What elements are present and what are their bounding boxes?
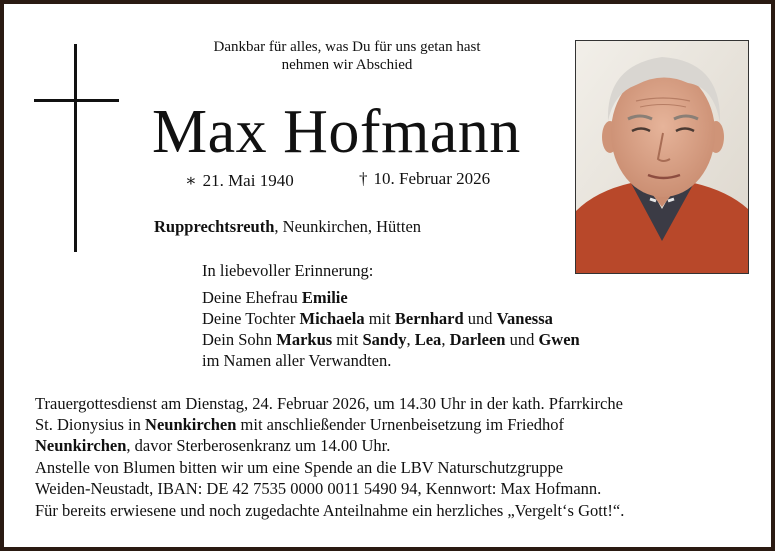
text: mit bbox=[364, 309, 395, 328]
text: und bbox=[505, 330, 539, 349]
mourners-list bbox=[202, 260, 580, 371]
death-date-text: 10. Februar 2026 bbox=[373, 169, 491, 188]
name-gwen: Gwen bbox=[538, 330, 580, 349]
place-neunkirchen: Neunkirchen bbox=[35, 436, 127, 455]
name-markus: Markus bbox=[276, 330, 333, 349]
portrait-photo bbox=[575, 40, 749, 274]
cross-icon-vertical bbox=[74, 44, 77, 252]
service-line-2 bbox=[35, 414, 624, 435]
service-line-1: Trauergottesdienst am Dienstag, 24. Februar 2026, um 14.30 Uhr in der kath. Pfarrkirche bbox=[35, 394, 623, 413]
text: und bbox=[463, 309, 497, 328]
name-michaela: Michaela bbox=[299, 309, 365, 328]
death-dagger-icon: † bbox=[359, 169, 368, 188]
mourner-line-son bbox=[202, 329, 580, 350]
text: Dein Sohn bbox=[202, 330, 277, 349]
place-neunkirchen: Neunkirchen bbox=[145, 415, 237, 434]
text: Deine Tochter bbox=[202, 309, 300, 328]
name-emilie: Emilie bbox=[301, 288, 348, 307]
mourners-closing: im Namen aller Verwandten. bbox=[202, 351, 392, 370]
motto bbox=[174, 38, 520, 74]
name-bernhard: Bernhard bbox=[394, 309, 464, 328]
birth-star-icon: ∗ bbox=[185, 171, 197, 190]
place-of-residence bbox=[154, 217, 421, 237]
cross-icon-horizontal bbox=[34, 99, 119, 102]
text: mit bbox=[332, 330, 363, 349]
donation-line-1: Anstelle von Blumen bitten wir um eine Spende an die LBV Naturschutzgruppe bbox=[35, 458, 564, 477]
name-vanessa: Vanessa bbox=[496, 309, 553, 328]
text: Deine Ehefrau bbox=[202, 288, 302, 307]
birth-date bbox=[185, 171, 294, 191]
donation-line-2: Weiden-Neustadt, IBAN: DE 42 7535 0000 0011 5490 94, Kennwort: Max Hofmann. bbox=[35, 479, 602, 498]
text: , bbox=[441, 330, 450, 349]
text: , davor Sterberosenkranz um 14.00 Uhr. bbox=[126, 436, 391, 455]
motto-line-1: Dankbar für alles, was Du für uns getan hast bbox=[213, 39, 481, 55]
birth-date-text: 21. Mai 1940 bbox=[202, 171, 294, 190]
portrait-photo-illustration bbox=[576, 41, 748, 273]
thanks-line: Für bereits erwiesene und noch zugedachte Anteilnahme ein herzliches „Vergelt‘s Gott!“. bbox=[35, 501, 625, 520]
death-date bbox=[359, 169, 490, 189]
name-darleen: Darleen bbox=[449, 330, 506, 349]
mourner-line-daughter bbox=[202, 308, 580, 329]
text: , bbox=[406, 330, 415, 349]
text: St. Dionysius in bbox=[35, 415, 146, 434]
deceased-name: Max Hofmann bbox=[152, 98, 521, 166]
name-sandy: Sandy bbox=[362, 330, 407, 349]
mourner-line-wife bbox=[202, 287, 580, 308]
motto-line-2: nehmen wir Abschied bbox=[281, 57, 413, 73]
service-line-3 bbox=[35, 435, 624, 456]
place-rest: , Neunkirchen, Hütten bbox=[274, 217, 422, 236]
mourners-intro: In liebevoller Erinnerung: bbox=[202, 261, 374, 280]
text: mit anschließender Urnenbeisetzung im Friedhof bbox=[236, 415, 565, 434]
name-lea: Lea bbox=[414, 330, 442, 349]
service-details bbox=[35, 393, 624, 521]
place-main: Rupprechtsreuth bbox=[154, 217, 275, 236]
